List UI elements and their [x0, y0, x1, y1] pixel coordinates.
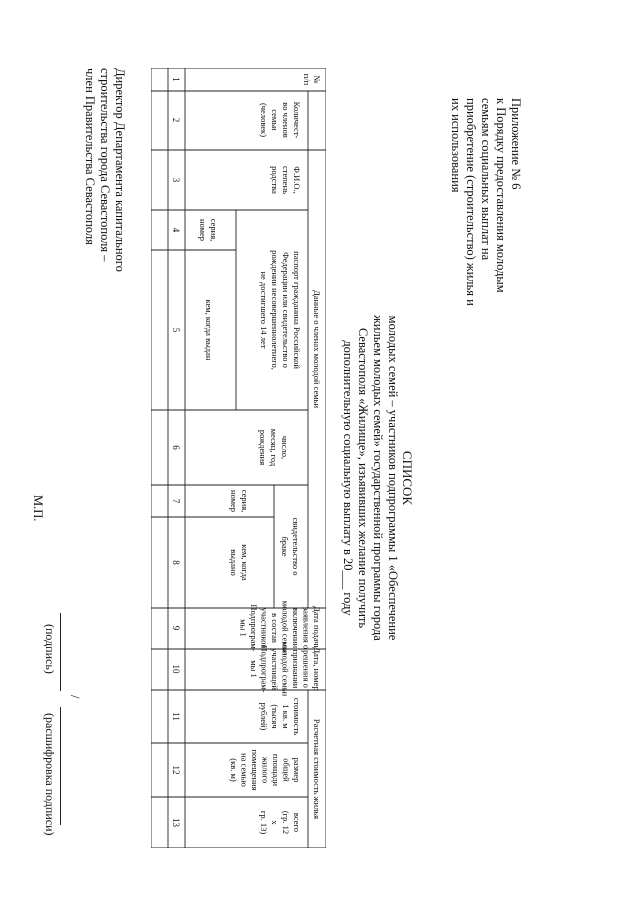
signature-decode-line	[60, 707, 61, 825]
header-decision: участницей	[270, 648, 280, 690]
header-full-name: Ф.И.О.,	[292, 166, 302, 194]
title-line: молодых семей – участников подпрограммы 1 «Обеспечение	[386, 315, 400, 641]
header-full-name: степень	[281, 165, 291, 195]
header-total: (гр. 12	[281, 810, 291, 835]
header-decision: мы 1	[249, 660, 259, 678]
column-number: 3	[171, 177, 181, 183]
header-decision: молодой семьи	[280, 641, 291, 697]
header-area: (кв. м)	[229, 758, 239, 782]
header-decision: признании	[291, 649, 301, 689]
header-total: всего	[292, 812, 302, 833]
column-number: 12	[171, 765, 181, 775]
header-application-date: участников	[259, 607, 270, 649]
header-area: на семью	[239, 753, 250, 787]
header-application-date: Дата подачи	[312, 605, 322, 651]
header-cost-per-m: стоимость	[292, 697, 302, 736]
header-application-date: мы 1	[238, 619, 249, 637]
director-signature-block	[82, 68, 127, 272]
signature-line	[60, 613, 61, 691]
header-area: помещения	[250, 749, 260, 791]
header-birth-date: число,	[280, 435, 290, 460]
column-number: 2	[171, 117, 181, 123]
header-full-name: родства	[270, 166, 280, 194]
header-passport: не достигшего 14 лет	[259, 271, 269, 349]
header-cost-per-m: (тысяч	[270, 704, 280, 729]
header-marriage-issued: выдано	[229, 549, 239, 576]
header-number: №	[312, 75, 322, 84]
column-number: 9	[171, 625, 181, 631]
header-application-date: молодой семьи	[280, 600, 291, 656]
column-number: 11	[171, 712, 181, 721]
column-number: 13	[171, 818, 181, 827]
header-decision: Дата, номер	[312, 647, 322, 691]
column-number: 5	[171, 327, 181, 333]
header-passport-issued: кем, когда выдан	[204, 299, 214, 361]
header-marriage-certificate: браке	[280, 536, 290, 557]
header-marriage-series: серия,	[240, 489, 250, 513]
appendix-line: семьям социальных выплат на	[479, 98, 493, 261]
column-number: 6	[171, 445, 181, 450]
signature-decode-label: (расшифровка подписи)	[43, 713, 57, 836]
header-birth-date: месяц, год	[269, 428, 279, 467]
header-passport: паспорт гражданина Российской	[292, 251, 302, 369]
header-marriage-certificate: свидетельство о	[291, 517, 301, 576]
title-line: жильем молодых семей» государственной программы города	[371, 315, 385, 641]
column-number: 4	[171, 227, 181, 233]
header-cost-per-m: рублей)	[259, 702, 269, 731]
header-marriage-series: номер	[229, 489, 239, 513]
header-marriage-issued: кем, когда	[240, 544, 250, 581]
header-application-date: Подпрограм-	[249, 604, 259, 652]
appendix-line: приобретение (строительство) жилья и	[464, 98, 478, 306]
header-passport: Федерации или свидетельство о	[281, 252, 291, 368]
director-line: член Правительства Севастополя	[83, 68, 97, 245]
header-total: х	[270, 820, 280, 825]
header-passport: рождении несовершеннолетнего,	[270, 250, 280, 370]
header-area: общей	[281, 758, 292, 782]
header-cost-per-m: 1 кв. м	[281, 704, 291, 729]
appendix-line: Приложение № 6	[509, 98, 523, 190]
document-title-block	[340, 228, 415, 728]
header-decision: Подпрограм-	[259, 645, 270, 693]
header-family-count: (человек)	[259, 102, 269, 138]
title-line: Севастополя «Жилище», изъявивших желание получить	[356, 327, 370, 629]
header-area: площади	[271, 753, 281, 787]
header-area: жилого	[260, 756, 271, 784]
header-cost-group: Расчетная стоимость жилья	[312, 718, 322, 820]
header-passport-series: номер	[198, 218, 208, 242]
header-passport-series: серия,	[209, 218, 219, 242]
header-birth-date: рождения	[258, 429, 268, 466]
column-number: 8	[171, 560, 181, 565]
appendix-line: их использования	[449, 98, 463, 193]
family-list-table	[151, 68, 326, 848]
signature-label: (подпись)	[43, 624, 57, 674]
column-number: 7	[171, 498, 181, 504]
header-number: п/п	[302, 73, 312, 86]
column-number: 1	[171, 77, 181, 82]
signature-separator: /	[68, 695, 82, 699]
header-total: гр. 13)	[259, 810, 269, 835]
header-family-count: во членов	[281, 102, 291, 138]
document-title: СПИСОК	[400, 450, 415, 506]
header-family-count: Количест-	[292, 101, 302, 139]
header-area: размер	[292, 757, 302, 783]
column-number: 10	[171, 664, 181, 674]
appendix-header	[448, 98, 523, 398]
header-family-group: Данные о членах молодой семьи	[312, 289, 322, 409]
title-line: дополнительную социальную выплату в 20___ году	[341, 340, 355, 616]
appendix-line: к Порядку предоставления молодым	[494, 98, 508, 293]
header-family-count: семьи	[270, 109, 280, 131]
header-decision: решения о	[301, 650, 312, 688]
director-line: строительства города Севастополя –	[98, 68, 112, 262]
header-application-date: в состав	[270, 613, 280, 643]
header-application-date: заявления о	[301, 606, 312, 650]
header-application-date: включении	[291, 607, 301, 649]
director-line: Директор Департамента капитального	[113, 68, 127, 272]
stamp-place: М.П.	[31, 495, 45, 522]
